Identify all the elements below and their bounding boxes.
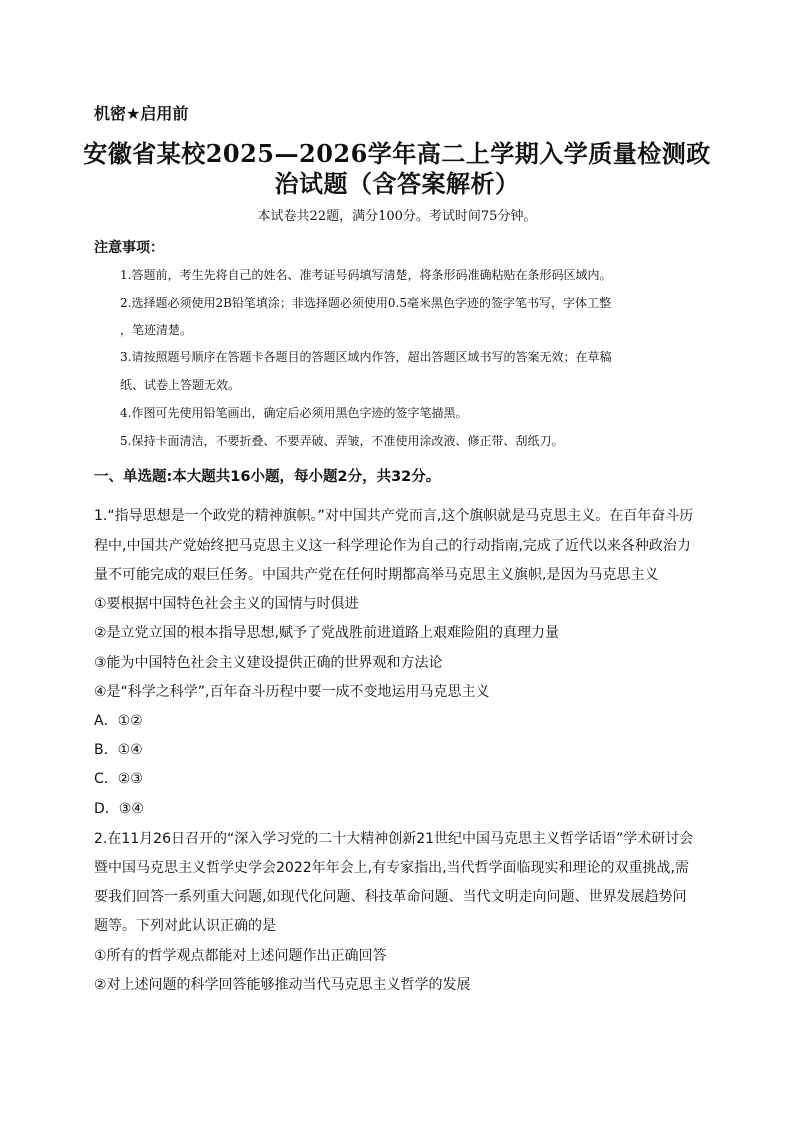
question-2-stem-line: 题等。下列对此认识正确的是 [94, 918, 276, 934]
question-1-statement: ④是“科学之科学”,百年奋斗历程中要一成不变地运用马克思主义 [94, 684, 490, 700]
question-2-statement: ②对上述问题的科学回答能够推动当代马克思主义哲学的发展 [94, 977, 471, 993]
question-2-stem-line: 暨中国马克思主义哲学史学会2022年年会上,有专家指出,当代哲学面临现实和理论的双重挑战,需 [94, 860, 689, 876]
question-1-option-c[interactable]: C．②③ [94, 771, 143, 787]
notice-item: ，笔迹清楚。 [120, 323, 193, 337]
question-1-stem-line: 1.“指导思想是一个政党的精神旗帜。”对中国共产党而言,这个旗帜就是马克思主义。在百年奋斗历 [94, 508, 694, 524]
section-heading: 一、单选题:本大题共16小题，每小题2分，共32分。 [94, 469, 441, 485]
question-1-stem-line: 量不可能完成的艰巨任务。中国共产党在任何时期都高举马克思主义旗帜,是因为马克思主义 [94, 567, 659, 583]
exam-title-line-1: 安徽省某校2025—2026学年高二上学期入学质量检测政 [83, 139, 711, 168]
question-2-statement: ①所有的哲学观点都能对上述问题作出正确回答 [94, 948, 387, 964]
exam-title-line-2: 治试题（含答案解析） [274, 169, 520, 198]
question-2-stem-line: 要我们回答一系列重大问题,如现代化问题、科技革命问题、当代文明走向问题、世界发展趋势问 [94, 889, 687, 905]
notice-item: 纸、试卷上答题无效。 [120, 378, 241, 392]
question-1-statement: ③能为中国特色社会主义建设提供正确的世界观和方法论 [94, 655, 443, 671]
notice-item: 1.答题前，考生先将自己的姓名、准考证号码填写清楚，将条形码准确粘贴在条形码区域内。 [120, 268, 612, 282]
question-1-option-a[interactable]: A．①② [94, 713, 143, 729]
question-1-statement: ①要根据中国特色社会主义的国情与时俱进 [94, 596, 359, 612]
notice-item: 4.作图可先使用铅笔画出，确定后必须用黑色字迹的签字笔描黑。 [120, 406, 468, 420]
question-1-stem-line: 程中,中国共产党始终把马克思主义这一科学理论作为自己的行动指南,完成了近代以来各种政治力 [94, 538, 691, 554]
notice-item: 2.选择题必须使用2B铅笔填涂；非选择题必须使用0.5毫米黑色字迹的签字笔书写，字体工整 [120, 296, 611, 310]
question-1-option-d[interactable]: D．③④ [94, 801, 144, 817]
exam-subtitle: 本试卷共22题，满分100分。考试时间75分钟。 [257, 209, 537, 224]
confidential-label: 机密★启用前 [94, 104, 189, 123]
notice-heading: 注意事项： [94, 240, 164, 256]
question-1-option-b[interactable]: B．①④ [94, 742, 143, 758]
question-1-statement: ②是立党立国的根本指导思想,赋予了党战胜前进道路上艰难险阻的真理力量 [94, 625, 559, 641]
notice-item: 3.请按照题号顺序在答题卡各题目的答题区域内作答，超出答题区域书写的答案无效；在草稿 [120, 350, 612, 364]
notice-item: 5.保持卡面清洁，不要折叠、不要弄破、弄皱，不准使用涂改液、修正带、刮纸刀。 [120, 434, 564, 448]
question-2-stem-line: 2.在11月26日召开的“深入学习党的二十大精神创新21世纪中国马克思主义哲学话语”学术研讨会 [94, 831, 694, 847]
